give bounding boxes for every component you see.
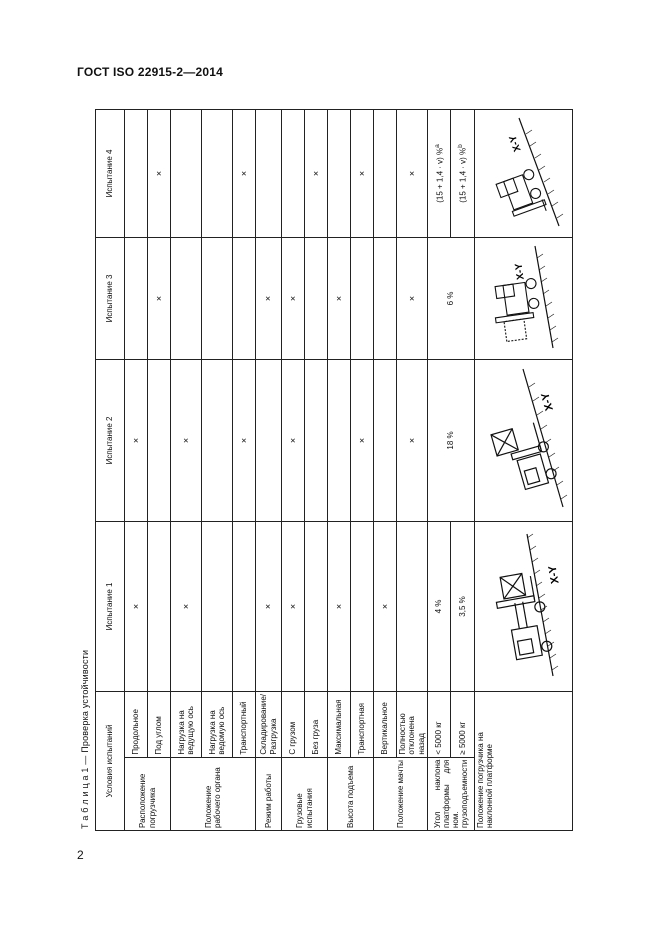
angle-test-3: 6 % [428, 237, 475, 359]
mark-cell: × [171, 359, 202, 521]
footnote-a: a [433, 144, 441, 148]
condition-label: Транспортный [233, 691, 256, 757]
angle-test-1-lt: 4 % [428, 521, 451, 691]
group-platform-position: Положение погрузчика на наклонной платформе [475, 691, 573, 830]
group-mode: Режим работы [256, 757, 282, 830]
forklift-angled-figure [479, 242, 569, 354]
axis-label: X-Y [507, 134, 524, 154]
header-test-4: Испытание 4 [96, 109, 125, 237]
condition-label: Максимальная [328, 691, 351, 757]
mark-cell: × [282, 359, 305, 521]
mark-cell: × [256, 521, 282, 691]
figure-test-4 [475, 109, 573, 237]
condition-label: Под углом [148, 691, 171, 757]
mark-cell: × [328, 237, 351, 359]
mark-cell: × [233, 109, 256, 237]
mark-cell: × [256, 237, 282, 359]
mark-cell: × [374, 521, 397, 691]
condition-label: < 5000 кг [428, 691, 451, 757]
mark-cell: × [397, 109, 428, 237]
condition-label: Складирование/ Разгрузка [256, 691, 282, 757]
group-lift-height: Высота подъема [328, 757, 374, 830]
condition-label: Нагрузка на ведущую ось [171, 691, 202, 757]
figure-test-2 [475, 359, 573, 521]
figure-test-1 [475, 521, 573, 691]
table-row [305, 109, 328, 830]
mark-cell: × [397, 359, 428, 521]
forklift-longitudinal-figure [479, 365, 569, 515]
table-row [171, 109, 202, 830]
forklift-longitudinal-figure [479, 528, 569, 684]
condition-label: Транспортная [351, 691, 374, 757]
header-test-3: Испытание 3 [96, 237, 125, 359]
group-load-tests: Грузовые испытания [282, 757, 328, 830]
table-row [475, 109, 573, 830]
condition-label: Полностью отклонена назад [397, 691, 428, 757]
header-test-1: Испытание 1 [96, 521, 125, 691]
group-platform-angle: Угол наклона платформы для ном. грузоподъемности [428, 757, 475, 830]
mark-cell: × [282, 237, 305, 359]
angle-test-4-lt-cell [428, 109, 451, 237]
table-row [256, 109, 282, 830]
rotated-table-container [75, 91, 595, 831]
mark-cell: × [233, 359, 256, 521]
header-test-2: Испытание 2 [96, 359, 125, 521]
page-number: 2 [77, 848, 84, 862]
table-row [374, 109, 397, 830]
condition-label: Вертикальное [374, 691, 397, 757]
header-conditions: Условия испытаний [96, 691, 125, 830]
stability-table [95, 109, 573, 831]
mark-cell: × [125, 359, 148, 521]
footnote-b: b [457, 144, 465, 148]
axis-label: X-Y [538, 391, 556, 413]
mark-cell: × [148, 237, 171, 359]
angle-test-4-lt: (15 + 1,4 · v) % [435, 147, 445, 203]
document-header: ГОСТ ISO 22915-2—2014 [77, 65, 223, 79]
mark-cell: × [171, 521, 202, 691]
mark-cell: × [397, 237, 428, 359]
mark-cell: × [305, 109, 328, 237]
angle-test-2: 18 % [428, 359, 475, 521]
condition-label: Без груза [305, 691, 328, 757]
table-row [148, 109, 171, 830]
table-caption: Т а б л и ц а 1 — Проверка устойчивости [80, 649, 90, 829]
mark-cell: × [328, 521, 351, 691]
table-row [233, 109, 256, 830]
table-header-row [96, 109, 125, 830]
table-row [125, 109, 148, 830]
angle-test-4-ge-cell [451, 109, 475, 237]
mark-cell: × [148, 109, 171, 237]
mark-cell: × [351, 109, 374, 237]
forklift-angled-figure [479, 114, 569, 232]
mark-cell: × [351, 359, 374, 521]
axis-label: X-Y [513, 262, 527, 281]
table-row [202, 109, 233, 830]
angle-test-1-ge: 3,5 % [451, 521, 475, 691]
mark-cell: × [125, 521, 148, 691]
table-row [351, 109, 374, 830]
figure-test-3 [475, 237, 573, 359]
group-mast-position: Положение мачты [374, 757, 428, 830]
condition-label: С грузом [282, 691, 305, 757]
condition-label: Продольное [125, 691, 148, 757]
table-row [328, 109, 351, 830]
group-attachment: Положение рабочего органа [171, 757, 256, 830]
condition-label: Нагрузка на ведомую ось [202, 691, 233, 757]
table-row [397, 109, 428, 830]
table-row [428, 109, 451, 830]
angle-test-4-ge: (15 + 1,4 · v) % [458, 147, 468, 203]
group-position: Расположение погрузчика [125, 757, 171, 830]
mark-cell: × [282, 521, 305, 691]
condition-label: ≥ 5000 кг [451, 691, 475, 757]
table-row [282, 109, 305, 830]
axis-label: X-Y [546, 565, 562, 586]
